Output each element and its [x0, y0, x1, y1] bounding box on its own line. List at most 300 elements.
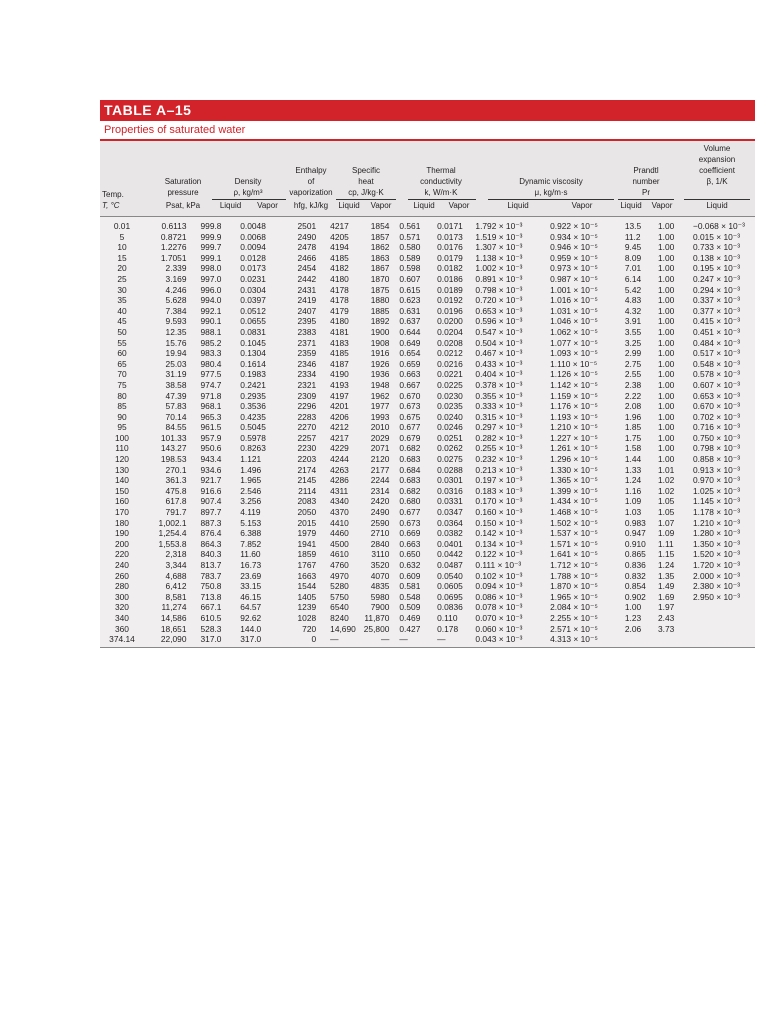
table-cell: 2466 — [297, 252, 317, 263]
table-cell: 2.084 × 10⁻⁵ — [550, 602, 598, 613]
table-cell: 876.4 — [200, 528, 222, 539]
table-cell: 340 — [114, 612, 129, 623]
table-row — [100, 496, 755, 507]
table-cell: 0.294 × 10⁻³ — [692, 284, 740, 295]
table-cell: 0.631 — [399, 305, 421, 316]
table-cell: 6,412 — [165, 581, 187, 592]
table-cell: 1993 — [370, 411, 390, 422]
table-cell: 4194 — [330, 242, 349, 253]
table-cell: 1.965 — [240, 475, 262, 486]
table-cell: 4835 — [370, 581, 390, 592]
table-cell: 2478 — [297, 242, 317, 253]
table-cell: 5 — [119, 231, 125, 242]
table-cell: 0.0176 — [437, 242, 463, 253]
table-cell: 2.38 — [624, 379, 642, 390]
table-cell: 0.2421 — [240, 379, 266, 390]
table-cell: 143.27 — [160, 443, 187, 454]
header-beta-4: β, 1/K — [706, 177, 728, 186]
table-cell: 2710 — [370, 528, 390, 539]
table-row — [100, 369, 755, 380]
table-cell: 974.7 — [200, 379, 222, 390]
table-cell: 1.159 × 10⁻⁵ — [550, 390, 598, 401]
table-cell: 0.798 × 10⁻³ — [692, 443, 740, 454]
table-cell: 968.1 — [200, 401, 222, 412]
table-cell: 0.333 × 10⁻³ — [475, 401, 523, 412]
table-cell: 1.75 — [624, 432, 642, 443]
table-cell: 2334 — [297, 369, 317, 380]
table-cell: 4410 — [330, 517, 349, 528]
table-cell: 1.35 — [658, 570, 675, 581]
table-cell: 1.03 — [624, 507, 642, 518]
table-cell: 60 — [117, 348, 127, 359]
table-cell — [689, 624, 755, 635]
table-cell: 2029 — [370, 432, 390, 443]
table-cell: 1.96 — [624, 411, 642, 422]
table-cell — [689, 602, 755, 613]
table-cell: 0.654 — [399, 348, 421, 359]
table-cell: 0.683 — [399, 475, 421, 486]
table-cell: 1.468 × 10⁻⁵ — [550, 507, 598, 518]
table-cell: 1.24 — [624, 475, 642, 486]
table-cell: 1.210 × 10⁻⁵ — [550, 422, 598, 433]
table-cell: 0.111 × 10⁻³ — [475, 560, 522, 570]
table-cell: 0.0225 — [437, 379, 463, 390]
header-beta-2: expansion — [698, 155, 736, 164]
table-cell: 4370 — [330, 507, 349, 518]
table-cell: 0.663 — [399, 538, 421, 549]
table-cell: 4197 — [330, 390, 349, 401]
table-cell: 1.00 — [658, 273, 675, 284]
table-cell: 35 — [117, 295, 127, 306]
table-cell: 4340 — [330, 496, 349, 507]
table-cell: 4190 — [330, 369, 349, 380]
table-cell: 1977 — [370, 401, 390, 412]
header-k-3: k, W/m·K — [424, 188, 458, 197]
table-cell: 2321 — [297, 379, 317, 390]
table-cell: 2296 — [297, 401, 317, 412]
table-cell: 2010 — [370, 422, 390, 433]
header-density-liquid: Liquid — [219, 201, 242, 210]
table-cell: 190 — [114, 528, 129, 539]
table-cell: 170 — [114, 507, 129, 518]
table-cell: 1.093 × 10⁻⁵ — [550, 348, 598, 359]
table-cell: 988.1 — [200, 326, 222, 337]
table-cell: 1948 — [370, 379, 390, 390]
table-cell: 907.4 — [200, 496, 222, 507]
table-cell: 0.798 × 10⁻³ — [475, 284, 523, 295]
header-density-2: ρ, kg/m³ — [233, 188, 263, 197]
table-cell: 0.170 × 10⁻³ — [475, 496, 523, 507]
table-cell: 1885 — [370, 305, 390, 316]
table-cell: 887.3 — [200, 517, 222, 528]
table-cell: 0.2935 — [240, 390, 266, 401]
table-cell: 0.750 × 10⁻³ — [692, 432, 740, 443]
table-cell: 994.0 — [200, 295, 222, 306]
header-psat-1: Saturation — [164, 177, 202, 186]
table-cell: 0.675 — [399, 411, 421, 422]
table-cell: 1854 — [370, 221, 390, 231]
table-cell: 0.195 × 10⁻³ — [692, 263, 740, 274]
table-cell — [689, 613, 755, 624]
table-cell: 0.060 × 10⁻³ — [475, 623, 523, 634]
table-cell: 957.9 — [200, 432, 222, 443]
table-cell: 0.987 × 10⁻⁵ — [550, 273, 598, 284]
table-cell: 0.970 × 10⁻³ — [692, 475, 740, 486]
table-cell: 2309 — [297, 390, 317, 401]
table-cell: 0.922 × 10⁻⁵ — [550, 221, 598, 231]
table-cell: 2454 — [297, 263, 317, 274]
table-cell: 7.01 — [624, 263, 642, 274]
table-cell: 2,318 — [165, 549, 187, 560]
table-cell: 11,274 — [161, 602, 187, 613]
table-cell: 2490 — [370, 507, 390, 518]
table-row — [100, 221, 755, 232]
table-cell: −0.068 × 10⁻³ — [692, 221, 745, 231]
table-cell: 0.947 — [624, 528, 646, 539]
table-cell: 2.339 — [165, 263, 187, 274]
table-cell: 4185 — [330, 252, 349, 263]
table-cell: 11,870 — [364, 612, 390, 623]
table-cell: 1.641 × 10⁻⁵ — [550, 549, 598, 560]
table-cell: 1.00 — [658, 295, 675, 306]
table-cell: 999.1 — [200, 252, 222, 263]
table-cell: 998.0 — [200, 263, 222, 274]
table-cell: 980.4 — [200, 358, 222, 369]
table-cell: 0.733 × 10⁻³ — [692, 242, 740, 253]
table-cell: 0.355 × 10⁻³ — [475, 390, 523, 401]
table-cell: 0.0212 — [437, 348, 463, 359]
table-cell: 4244 — [330, 454, 349, 465]
table-cell: 361.3 — [165, 475, 187, 486]
table-cell: — — [381, 634, 390, 645]
table-cell: 1.00 — [658, 337, 675, 348]
table-cell: 0.4235 — [240, 411, 266, 422]
header-cp-vapor: Vapor — [370, 201, 392, 210]
table-cell: 0.427 — [399, 623, 421, 634]
table-cell: 2257 — [297, 432, 317, 443]
table-cell: 1870 — [370, 273, 390, 284]
table-cell: 0.509 — [399, 602, 421, 613]
table-cell: 150 — [114, 485, 129, 496]
header-pr-1: Prandtl — [633, 166, 659, 175]
table-cell: 0.548 × 10⁻³ — [692, 358, 740, 369]
table-cell: 1544 — [297, 581, 317, 592]
table-cell: 240 — [114, 560, 129, 570]
table-cell: 2.380 × 10⁻³ — [692, 581, 740, 592]
table-cell: 0.973 × 10⁻⁵ — [550, 263, 598, 274]
table-cell: 1880 — [370, 295, 390, 306]
table-cell: 200 — [114, 538, 129, 549]
table-cell: 2407 — [297, 305, 317, 316]
table-row — [100, 253, 755, 264]
table-cell: 1.02 — [658, 475, 675, 486]
table-cell: 1.025 × 10⁻³ — [692, 485, 740, 496]
table-cell: 4229 — [330, 443, 349, 454]
table-cell: 0.043 × 10⁻³ — [475, 634, 523, 645]
table-cell: 47.39 — [165, 390, 187, 401]
table-cell: 0.315 × 10⁻³ — [475, 411, 523, 422]
table-cell: 0.070 × 10⁻³ — [475, 612, 523, 623]
table-cell: 25.03 — [165, 358, 187, 369]
table-cell: 1.05 — [658, 507, 675, 518]
table-cell: — — [399, 634, 408, 645]
table-cell: 0.858 × 10⁻³ — [692, 454, 740, 465]
header-temp: Temp. — [102, 190, 124, 199]
table-cell: 23.69 — [240, 570, 262, 581]
table-cell: 4205 — [330, 231, 349, 242]
table-cell: 950.6 — [200, 443, 222, 454]
table-cell: 1.00 — [658, 411, 675, 422]
table-cell: 130 — [114, 464, 129, 475]
table-cell: 997.0 — [200, 273, 222, 284]
table-cell: 0.484 × 10⁻³ — [692, 337, 740, 348]
table-cell: 0.433 × 10⁻³ — [475, 358, 523, 369]
table-cell: 1.49 — [658, 581, 675, 592]
table-cell: 4.83 — [624, 295, 642, 306]
table-cell: 990.1 — [200, 316, 222, 327]
table-cell: 0.682 — [399, 485, 421, 496]
table-cell: 4263 — [330, 464, 349, 475]
table-cell: 0.832 — [624, 570, 646, 581]
table-cell: 1.00 — [658, 221, 675, 231]
table-cell — [689, 634, 755, 645]
table-cell: 4187 — [330, 358, 349, 369]
table-cell: 0.0173 — [437, 231, 463, 242]
table-cell: 1.00 — [658, 284, 675, 295]
table-cell: 1.399 × 10⁻⁵ — [550, 485, 598, 496]
table-cell: 85 — [117, 401, 127, 412]
table-cell: 4212 — [330, 422, 349, 433]
table-cell: 0.649 — [399, 337, 421, 348]
table-cell: 19.94 — [165, 348, 187, 359]
table-cell: 1405 — [297, 591, 317, 602]
header-enthalpy-1: Enthalpy — [295, 166, 327, 175]
table-cell: 0.297 × 10⁻³ — [475, 422, 523, 433]
table-cell: 0.547 × 10⁻³ — [475, 326, 523, 337]
table-cell: 160 — [114, 496, 129, 507]
table-cell: 317.0 — [200, 634, 222, 645]
table-cell: 4610 — [330, 549, 349, 560]
header-k-vapor: Vapor — [448, 201, 470, 210]
header-pr-3: Pr — [642, 188, 650, 197]
table-cell: 0.632 — [399, 560, 421, 570]
table-cell: 31.19 — [165, 369, 187, 380]
table-cell: 1.00 — [658, 443, 675, 454]
table-cell: 0.607 × 10⁻³ — [692, 379, 740, 390]
table-cell: 4311 — [330, 485, 349, 496]
table-cell: 0.667 — [399, 379, 421, 390]
header-cp-liquid: Liquid — [338, 201, 360, 210]
table-cell: 0.0221 — [437, 369, 463, 380]
table-title: TABLE A–15 — [100, 100, 755, 121]
table-cell: 0.578 × 10⁻³ — [692, 369, 740, 380]
table-cell: 0.571 — [399, 231, 421, 242]
table-cell: 0.673 — [399, 401, 421, 412]
table-cell: 0.142 × 10⁻³ — [475, 528, 523, 539]
table-cell: 0.134 × 10⁻³ — [475, 538, 523, 549]
table-cell: 1.23 — [624, 612, 642, 623]
table-cell: 0.0186 — [437, 273, 463, 284]
table-cell: 3.91 — [624, 316, 642, 327]
table-cell: 0.0442 — [437, 549, 463, 560]
header-pr-vapor: Vapor — [651, 201, 673, 210]
table-cell: 220 — [114, 549, 129, 560]
table-cell: 14,586 — [160, 612, 187, 623]
table-row — [100, 592, 755, 603]
table-cell: 2.75 — [624, 358, 642, 369]
table-cell: 864.3 — [200, 538, 222, 549]
table-row — [100, 285, 755, 296]
table-row — [100, 401, 755, 412]
table-cell: 2501 — [297, 221, 317, 231]
table-cell: 0.865 — [624, 549, 646, 560]
table-cell: 1.365 × 10⁻⁵ — [550, 475, 598, 486]
table-cell: 0.0251 — [437, 432, 463, 443]
table-cell: 0.623 — [399, 295, 421, 306]
table-cell: 1857 — [370, 231, 390, 242]
header-enthalpy-3: vaporization — [289, 188, 333, 197]
table-cell: 0.015 × 10⁻³ — [692, 231, 740, 242]
table-cell: 1.09 — [624, 496, 642, 507]
table-cell: 0.644 — [399, 326, 421, 337]
table-cell: 25,800 — [363, 623, 390, 634]
table-cell: 1.296 × 10⁻⁵ — [550, 454, 598, 465]
table-cell: 3.73 — [658, 623, 675, 634]
table-cell: 4970 — [330, 570, 349, 581]
table-row — [100, 232, 755, 243]
header-cp-2: heat — [358, 177, 374, 186]
table-cell: 3.169 — [165, 273, 187, 284]
table-cell: 0.609 — [399, 570, 421, 581]
table-cell: 0.0196 — [437, 305, 463, 316]
table-cell: 983.3 — [200, 348, 222, 359]
table-cell: 1663 — [297, 570, 317, 581]
header-enthalpy-2: of — [307, 177, 315, 186]
table-cell: 70.14 — [165, 411, 187, 422]
table-cell: 0.836 — [624, 560, 646, 570]
table-cell: 6540 — [330, 602, 349, 613]
table-cell: 1.121 — [240, 454, 262, 465]
table-cell: 1.138 × 10⁻³ — [475, 252, 523, 263]
table-cell: 6.14 — [624, 273, 642, 284]
table-cell: 0.0512 — [240, 305, 266, 316]
table-cell: 10 — [117, 242, 127, 253]
table-cell: 999.7 — [200, 242, 222, 253]
table-cell: 95 — [117, 422, 127, 433]
header-temp-unit: T, °C — [102, 201, 120, 210]
table-cell: 120 — [114, 454, 129, 465]
table-cell: 1.00 — [658, 390, 675, 401]
header-density-1: Density — [234, 177, 262, 186]
table-cell: 1862 — [370, 242, 390, 253]
table-cell: 0.677 — [399, 422, 421, 433]
table-cell: 2244 — [370, 475, 390, 486]
table-cell: 64.57 — [240, 602, 262, 613]
table-cell: 0.0316 — [437, 485, 463, 496]
table-cell: 0.0487 — [437, 560, 463, 570]
table-cell: 0.0235 — [437, 401, 463, 412]
table-cell: 0.0048 — [240, 221, 266, 231]
table-cell: 4217 — [330, 432, 349, 443]
table-row — [100, 465, 755, 476]
table-cell: 1.537 × 10⁻⁵ — [550, 528, 598, 539]
table-cell: 16.73 — [240, 560, 262, 570]
table-cell: 3110 — [371, 549, 390, 560]
table-cell: 1.33 — [624, 464, 642, 475]
table-cell: 40 — [117, 305, 127, 316]
table-row — [100, 613, 755, 624]
table-row — [100, 549, 755, 560]
table-cell: 1.00 — [624, 602, 642, 613]
table-cell: 0.0240 — [437, 411, 463, 422]
table-cell: 30 — [117, 284, 127, 295]
header-psat-3: Psat, kPa — [165, 201, 201, 210]
table-cell: 0.720 × 10⁻³ — [475, 295, 523, 306]
table-cell: 140 — [114, 475, 129, 486]
table-cell: 2050 — [297, 507, 317, 518]
header-cp-1: Specific — [351, 166, 380, 175]
table-cell: 2840 — [370, 538, 390, 549]
table-cell: 1.00 — [658, 422, 675, 433]
table-cell: 0.0382 — [437, 528, 463, 539]
table-cell: 4760 — [330, 560, 349, 570]
table-cell: 46.15 — [240, 591, 262, 602]
table-cell: 4179 — [330, 305, 349, 316]
table-cell: 0.0836 — [437, 602, 463, 613]
table-cell: 4181 — [330, 326, 349, 337]
table-cell: 977.5 — [200, 369, 222, 380]
table-cell: 1.176 × 10⁻⁵ — [550, 401, 598, 412]
table-cell: 1.519 × 10⁻³ — [475, 231, 523, 242]
table-cell: 0.682 — [399, 443, 421, 454]
table-cell: 0.679 — [399, 432, 421, 443]
table-cell: 1941 — [297, 538, 317, 549]
table-cell: 1.00 — [658, 326, 675, 337]
table-cell: 0.913 × 10⁻³ — [692, 464, 740, 475]
table-cell: 0.160 × 10⁻³ — [475, 507, 523, 518]
table-cell: 0.504 × 10⁻³ — [475, 337, 523, 348]
table-cell: 3.25 — [624, 337, 642, 348]
table-cell: 0.094 × 10⁻³ — [475, 581, 523, 592]
table-cell: 0.959 × 10⁻⁵ — [550, 252, 598, 263]
table-row — [100, 327, 755, 338]
table-cell: 0.3536 — [240, 401, 266, 412]
table-cell: 1.712 × 10⁻⁵ — [550, 560, 598, 570]
table-cell: 1.280 × 10⁻³ — [692, 528, 740, 539]
table-cell: 22,090 — [160, 634, 187, 645]
table-cell: 0.102 × 10⁻³ — [475, 570, 523, 581]
table-cell: 1.210 × 10⁻³ — [692, 517, 740, 528]
table-row — [100, 602, 755, 613]
table-cell: 80 — [117, 390, 127, 401]
table-cell: 0.138 × 10⁻³ — [692, 252, 740, 263]
table-cell: 1.2276 — [160, 242, 187, 253]
header-mu-2: μ, kg/m·s — [534, 188, 568, 197]
table-cell: 1028 — [297, 612, 317, 623]
table-cell: 1908 — [370, 337, 390, 348]
table-row — [100, 518, 755, 529]
table-cell: 996.0 — [200, 284, 222, 295]
table-cell: 0.934 × 10⁻⁵ — [550, 231, 598, 242]
table-cell: 2071 — [370, 443, 390, 454]
table-cell: 280 — [114, 581, 129, 592]
table-cell: 1926 — [370, 358, 390, 369]
table-cell: 45 — [117, 316, 127, 327]
table-cell: 0.910 — [624, 538, 646, 549]
table-cell: 610.5 — [200, 612, 222, 623]
table-cell: 0.1983 — [240, 369, 266, 380]
table-cell: 0.0173 — [240, 263, 266, 274]
